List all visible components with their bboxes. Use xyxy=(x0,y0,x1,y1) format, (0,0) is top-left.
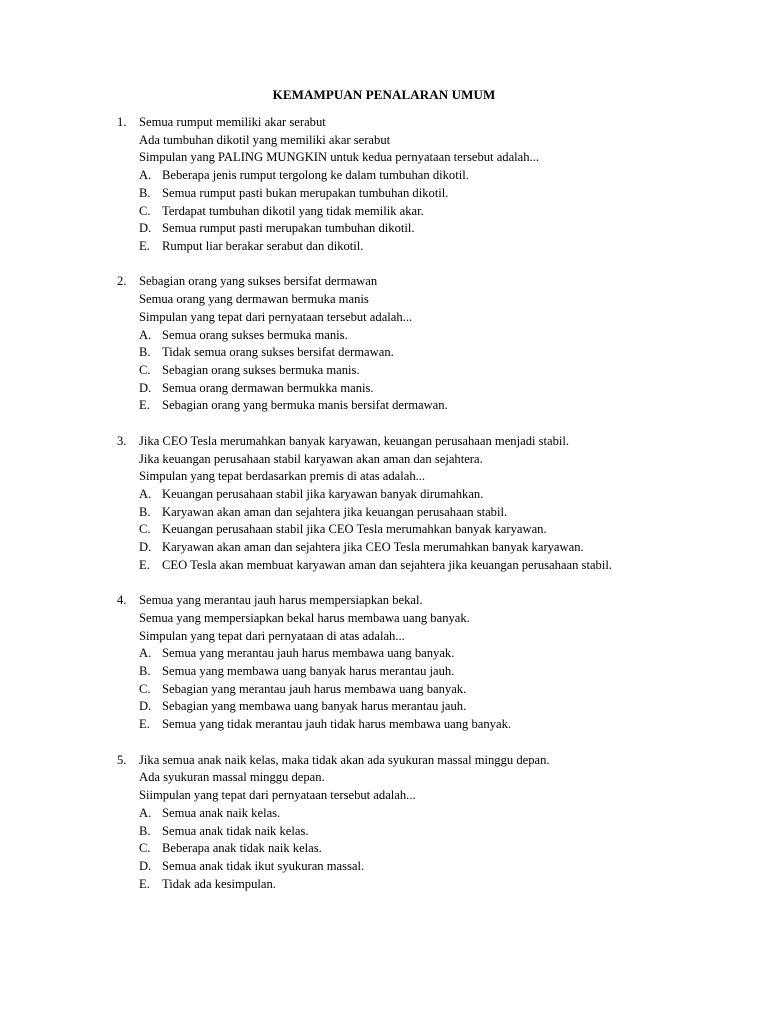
premise-2: Ada tumbuhan dikotil yang memiliki akar serabut xyxy=(139,132,391,147)
question-5 xyxy=(0,752,768,894)
option-letter: B. xyxy=(139,345,151,360)
premise-2: Ada syukuran massal minggu depan. xyxy=(139,770,325,785)
question-2 xyxy=(0,273,768,415)
option-letter: B. xyxy=(139,504,151,519)
answer-option-b xyxy=(0,504,768,522)
premise-1: Semua yang merantau jauh harus mempersiapkan bekal. xyxy=(139,593,423,608)
answer-option-e xyxy=(0,397,768,415)
option-letter: D. xyxy=(139,540,152,555)
question-prompt: Siimpulan yang tepat dari pernyataan tersebut adalah... xyxy=(139,788,416,803)
premise-1: Jika CEO Tesla merumahkan banyak karyawan, keuangan perusahaan menjadi stabil. xyxy=(139,433,570,448)
option-letter: E. xyxy=(139,876,150,891)
question-number: 3. xyxy=(117,433,127,448)
answer-option-d xyxy=(0,539,768,557)
option-text: Sebagian orang yang bermuka manis bersifat dermawan. xyxy=(162,398,448,413)
premise-2: Jika keuangan perusahaan stabil karyawan akan aman dan sejahtera. xyxy=(139,451,483,466)
option-letter: B. xyxy=(139,823,151,838)
option-letter: C. xyxy=(139,522,151,537)
option-text: Karyawan akan aman dan sejahtera jika keuangan perusahaan stabil. xyxy=(162,504,508,519)
option-text: Semua anak naik kelas. xyxy=(162,805,281,820)
answer-option-a xyxy=(0,327,768,345)
option-letter: D. xyxy=(139,858,152,873)
option-text: Semua yang tidak merantau jauh tidak harus membawa uang banyak. xyxy=(162,717,512,732)
question-prompt: Simpulan yang PALING MUNGKIN untuk kedua pernyataan tersebut adalah... xyxy=(139,150,539,165)
premise-1: Jika semua anak naik kelas, maka tidak akan ada syukuran massal minggu depan. xyxy=(139,752,550,767)
option-text: Sebagian yang merantau jauh harus membawa uang banyak. xyxy=(162,681,467,696)
option-text: Sebagian orang sukses bermuka manis. xyxy=(162,362,360,377)
option-letter: C. xyxy=(139,362,151,377)
question-number: 5. xyxy=(117,752,127,767)
option-letter: C. xyxy=(139,841,151,856)
answer-option-e xyxy=(0,238,768,256)
question-prompt: Simpulan yang tepat dari pernyataan tersebut adalah... xyxy=(139,309,413,324)
option-text: Keuangan perusahaan stabil jika karyawan banyak dirumahkan. xyxy=(162,486,484,501)
option-text: Semua anak tidak ikut syukuran massal. xyxy=(162,858,365,873)
answer-option-d xyxy=(0,380,768,398)
answer-option-a xyxy=(0,805,768,823)
option-letter: C. xyxy=(139,203,151,218)
page-title: KEMAMPUAN PENALARAN UMUM xyxy=(272,87,496,102)
premise-1: Sebagian orang yang sukses bersifat dermawan xyxy=(139,274,378,289)
option-letter: E. xyxy=(139,398,150,413)
answer-option-c xyxy=(0,840,768,858)
answer-option-c xyxy=(0,681,768,699)
question-number: 2. xyxy=(117,274,127,289)
option-letter: A. xyxy=(139,646,152,661)
option-text: Semua orang dermawan bermukka manis. xyxy=(162,380,374,395)
answer-option-a xyxy=(0,167,768,185)
answer-option-b xyxy=(0,185,768,203)
option-letter: C. xyxy=(139,681,151,696)
option-text: Beberapa anak tidak naik kelas. xyxy=(162,841,322,856)
answer-option-e xyxy=(0,876,768,894)
option-letter: B. xyxy=(139,664,151,679)
answer-option-d xyxy=(0,698,768,716)
option-letter: B. xyxy=(139,185,151,200)
question-3 xyxy=(0,433,768,575)
question-number: 4. xyxy=(117,593,127,608)
question-prompt: Simpulan yang tepat berdasarkan premis di atas adalah... xyxy=(139,469,426,484)
option-letter: E. xyxy=(139,717,150,732)
option-text: Semua yang merantau jauh harus membawa uang banyak. xyxy=(162,646,455,661)
option-text: Beberapa jenis rumput tergolong ke dalam tumbuhan dikotil. xyxy=(162,168,469,183)
answer-option-c xyxy=(0,203,768,221)
answer-option-b xyxy=(0,663,768,681)
option-letter: A. xyxy=(139,327,152,342)
premise-2: Semua orang yang dermawan bermuka manis xyxy=(139,292,369,307)
option-text: Semua yang membawa uang banyak harus merantau jauh. xyxy=(162,664,455,679)
option-letter: E. xyxy=(139,557,150,572)
answer-option-a xyxy=(0,486,768,504)
option-letter: D. xyxy=(139,221,152,236)
question-prompt: Simpulan yang tepat dari pernyataan di atas adalah... xyxy=(139,628,405,643)
option-text: Semua rumput pasti merupakan tumbuhan dikotil. xyxy=(162,221,415,236)
option-letter: A. xyxy=(139,168,152,183)
option-text: Karyawan akan aman dan sejahtera jika CEO Tesla merumahkan banyak karyawan. xyxy=(162,540,584,555)
answer-option-d xyxy=(0,858,768,876)
option-text: Tidak ada kesimpulan. xyxy=(162,876,276,891)
option-letter: A. xyxy=(139,805,152,820)
option-text: Keuangan perusahaan stabil jika CEO Tesla merumahkan banyak karyawan. xyxy=(162,522,547,537)
premise-1: Semua rumput memiliki akar serabut xyxy=(139,115,326,129)
answer-option-a xyxy=(0,645,768,663)
answer-option-c xyxy=(0,362,768,380)
answer-option-e xyxy=(0,557,768,575)
option-text: CEO Tesla akan membuat karyawan aman dan sejahtera jika keuangan perusahaan stabil. xyxy=(162,557,612,572)
question-list xyxy=(0,114,768,911)
option-letter: E. xyxy=(139,238,150,253)
question-1 xyxy=(0,114,768,256)
question-number: 1. xyxy=(117,115,127,129)
option-text: Sebagian yang membawa uang banyak harus merantau jauh. xyxy=(162,699,467,714)
option-text: Semua orang sukses bermuka manis. xyxy=(162,327,348,342)
option-letter: A. xyxy=(139,486,152,501)
option-letter: D. xyxy=(139,380,152,395)
answer-option-b xyxy=(0,823,768,841)
option-text: Semua anak tidak naik kelas. xyxy=(162,823,309,838)
option-text: Terdapat tumbuhan dikotil yang tidak memilik akar. xyxy=(162,203,424,218)
option-text: Tidak semua orang sukses bersifat dermawan. xyxy=(162,345,394,360)
option-text: Semua rumput pasti bukan merupakan tumbuhan dikotil. xyxy=(162,185,449,200)
answer-option-e xyxy=(0,716,768,734)
question-4 xyxy=(0,592,768,734)
option-text: Rumput liar berakar serabut dan dikotil. xyxy=(162,238,364,253)
answer-option-d xyxy=(0,220,768,238)
option-letter: D. xyxy=(139,699,152,714)
premise-2: Semua yang mempersiapkan bekal harus membawa uang banyak. xyxy=(139,610,470,625)
answer-option-c xyxy=(0,521,768,539)
answer-option-b xyxy=(0,344,768,362)
